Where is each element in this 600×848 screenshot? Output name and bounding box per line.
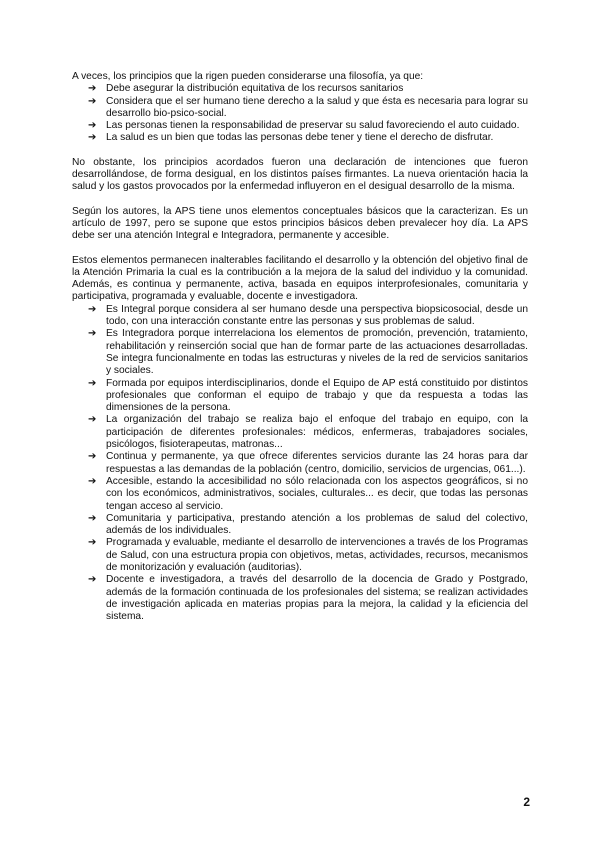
arrow-bullet-icon: ➔: [88, 303, 97, 315]
list-item: [72, 574, 528, 623]
list-item-text: Considera que el ser humano tiene derecho a la salud y que ésta es necesaria para lograr su desarrollo bio-psico-social.: [106, 95, 528, 119]
body-paragraph-4: Estos elementos permanecen inalterables facilitando el desarrollo y la obtención del objetivo final de la Atención Primaria la cual es la contribución a la mejora de la salud del individuo y la comunidad. Además, es continua y permanente, activa, basada en equipos interprofesionales, comunitaria y participativa, programada y evaluable, docente e investigadora.: [72, 254, 528, 303]
list-item: [72, 304, 528, 329]
list-item: [72, 476, 528, 513]
list-item-text: Formada por equipos interdisciplinarios, donde el Equipo de AP está constituido por distintos profesionales que conforman el equipo de trabajo y que da respuesta a todas las dimensiones de la persona.: [106, 377, 528, 414]
list-item-text: Accesible, estando la accesibilidad no sólo relacionada con los aspectos geográficos, si no con los económicos, administrativos, sociales, culturales... es decir, que todas las personas tengan acceso al servicio.: [106, 475, 528, 512]
list-item-text: La organización del trabajo se realiza bajo el enfoque del trabajo en equipo, con la participación de diferentes profesionales: médicos, enfermeras, trabajadores sociales, psicólogos, fisioterapeutas, matronas...: [106, 414, 528, 451]
page-number: 2: [523, 795, 530, 809]
arrow-bullet-icon: ➔: [88, 120, 97, 132]
arrow-bullet-icon: ➔: [88, 328, 97, 340]
page-content: [72, 71, 528, 623]
list-item-text: Comunitaria y participativa, prestando atención a los problemas de salud del colectivo, además de los individuales.: [106, 512, 528, 537]
list-item-text: Debe asegurar la distribución equitativa de los recursos sanitarios: [106, 83, 404, 95]
list-item-text: Es Integradora porque interrelaciona los elementos de promoción, prevención, tratamiento, rehabilitación y reinserción social que han de formar parte de las actuaciones desarrolladas. Se integra funcionalmente en todas las estructuras y niveles de la red de servicios sanitarios y sociales.: [106, 328, 528, 377]
arrow-bullet-icon: ➔: [88, 512, 97, 524]
list-item: [72, 96, 528, 121]
arrow-bullet-icon: ➔: [88, 95, 97, 107]
paragraph-spacer: [72, 145, 528, 157]
paragraph-spacer: [72, 243, 528, 255]
body-paragraph-2: No obstante, los principios acordados fueron una declaración de intenciones que fueron desarrollándose, de forma desigual, en los distintos países firmantes. La nueva orientación hacia la salud y los gastos provocados por la enfermedad influyeron en el desigual desarrollo de la misma.: [72, 156, 528, 193]
list-item: [72, 537, 528, 574]
elements-bullet-list: [72, 304, 528, 624]
list-item-text: Continua y permanente, ya que ofrece diferentes servicios durante las 24 horas para dar respuestas a las demandas de la población (centro, domicilio, servicios de urgencias, 061...).: [106, 451, 528, 475]
intro-bullet-list: [72, 83, 528, 144]
list-item-text: Programada y evaluable, mediante el desarrollo de intervenciones a través de los Programas de Salud, con una estructura propia con objetivos, metas, actividades, recursos, mecanismos de monitorización y evaluación (auditorias).: [106, 537, 528, 573]
list-item: [72, 414, 528, 451]
list-item: [72, 451, 528, 476]
intro-paragraph: A veces, los principios que la rigen pueden considerarse una filosofía, ya que:: [72, 71, 424, 82]
arrow-bullet-icon: ➔: [88, 377, 97, 389]
list-item: [72, 83, 528, 95]
list-item: [72, 120, 528, 132]
list-item-text: Docente e investigadora, a través del desarrollo de la docencia de Grado y Postgrado, además de la formación continuada de los profesionales del sistema; se realizan actividades de investigación aplicada en materias propias para la mejora, la calidad y la eficiencia del sistema.: [106, 574, 528, 623]
list-item: [72, 328, 528, 377]
arrow-bullet-icon: ➔: [88, 574, 97, 586]
list-item: [72, 513, 528, 538]
list-item-text: Las personas tienen la responsabilidad de preservar su salud favoreciendo el auto cuidado.: [106, 120, 520, 132]
list-item: [72, 132, 528, 144]
list-item-text: La salud es un bien que todas las personas debe tener y tiene el derecho de disfrutar.: [106, 132, 494, 144]
arrow-bullet-icon: ➔: [88, 83, 97, 95]
paragraph-spacer: [72, 194, 528, 206]
list-item-text: Es Integral porque considera al ser humano desde una perspectiva biopsicosocial, desde un todo, con una interacción constante entre las personas y sus problemas de salud.: [106, 303, 528, 328]
body-paragraph-3: Según los autores, la APS tiene unos elementos conceptuales básicos que la caracterizan. Es un artículo de 1997, pero se supone que estos principios básicos deben prevalecer hoy día. La APS debe ser una atención Integral e Integradora, permanente y accesible.: [72, 205, 528, 242]
arrow-bullet-icon: ➔: [88, 451, 97, 463]
arrow-bullet-icon: ➔: [88, 537, 97, 549]
arrow-bullet-icon: ➔: [88, 475, 97, 487]
list-item: [72, 378, 528, 415]
arrow-bullet-icon: ➔: [88, 132, 97, 144]
arrow-bullet-icon: ➔: [88, 414, 97, 426]
